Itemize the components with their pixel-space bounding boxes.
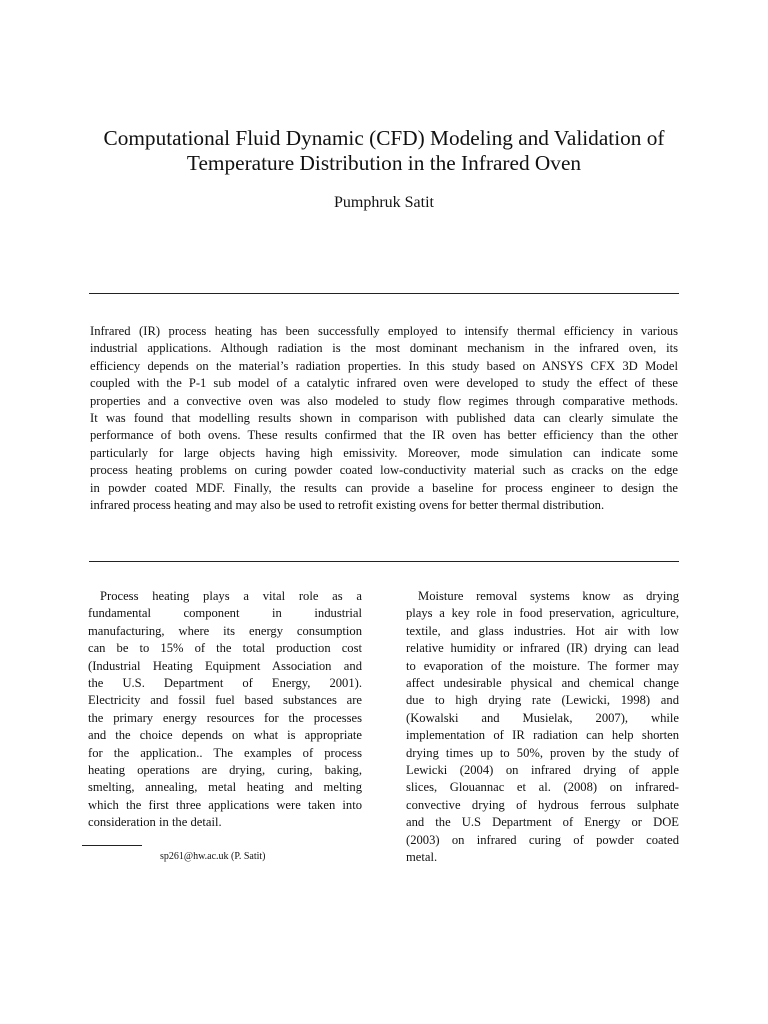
paragraph-line: consideration in the detail. [88, 815, 222, 830]
abstract-line: It was found that modelling results shown in comparison with published data can clearly simulate the [90, 411, 678, 426]
right-column-paragraph [406, 588, 679, 867]
paragraph-line: for the application.. The examples of process [88, 745, 362, 760]
top-divider [89, 293, 679, 294]
paragraph-line: Lewicki (2004) on infrared drying of apple [406, 763, 679, 778]
paragraph-line: slices, Glouannac et al. (2008) on infrared- [406, 780, 679, 795]
footnote-email: sp261@hw.ac.uk (P. Satit) [160, 851, 266, 862]
paragraph-line: the primary energy resources for the processes [88, 710, 362, 725]
paragraph-line: Process heating plays a vital role as a [100, 589, 362, 603]
paragraph-line: smelting, annealing, metal heating and melting [88, 780, 362, 795]
paragraph-line: and the choice depends on what is appropriate [88, 728, 362, 743]
title-line-2: Temperature Distribution in the Infrared Oven [186, 151, 582, 175]
abstract-line: particularly for large objects having high emissivity. Moreover, mode simulation can indicate some [90, 445, 678, 460]
paragraph-line: due to high drying rate (Lewicki, 1998) and [406, 693, 679, 708]
paragraph-line: heating operations are drying, curing, baking, [88, 763, 362, 778]
abstract-line: coupled with the P-1 sub model of a catalytic infrared oven were developed to study the effect of these [90, 376, 678, 391]
left-column-paragraph [88, 588, 362, 832]
paragraph-line: metal. [406, 850, 438, 865]
paragraph-line: manufacturing, where its energy consumption [88, 623, 362, 638]
abstract-line: efficiency depends on the material’s radiation properties. In this study based on ANSYS CFX 3D Model [90, 358, 678, 373]
paragraph-line: drying times up to 50%, proven by the study of [406, 745, 679, 760]
paragraph-line: convective drying of hydrous ferrous sulphate [406, 797, 679, 812]
abstract [90, 323, 678, 514]
paragraph-line: to evaporation of the moisture. The former may [406, 658, 679, 673]
paragraph-line: implementation of IR radiation can help shorten [406, 728, 679, 743]
paragraph-line: (2003) on infrared curing of powder coated [406, 832, 679, 847]
abstract-line: process heating problems on curing powder coated low-conductivity material such as cracks on the edge [90, 463, 678, 478]
paragraph-line: (Kowalski and Musielak, 2007), while [406, 710, 679, 725]
abstract-line: in powder coated MDF. Finally, the results can provide a baseline for process engineer to design the [90, 480, 678, 495]
abstract-line: properties and a convective oven was also modeled to study flow regimes through comparative methods. [90, 393, 678, 408]
paragraph-line: Moisture removal systems know as drying [418, 589, 679, 603]
paragraph-line: Electricity and fossil fuel based substances are [88, 693, 362, 708]
abstract-line: infrared process heating and may also be used to retrofit existing ovens for better thermal distribution. [90, 498, 605, 513]
middle-divider [89, 561, 679, 562]
paragraph-line: textile, and glass industries. Hot air with low [406, 623, 679, 638]
paragraph-line: affect undesirable physical and chemical change [406, 676, 679, 691]
paragraph-line: and the U.S Department of Energy or DOE [406, 815, 679, 830]
abstract-line: Infrared (IR) process heating has been successfully employed to intensify thermal efficiency in various [90, 324, 678, 338]
title-line-1: Computational Fluid Dynamic (CFD) Modeling and Validation of [103, 126, 665, 150]
paper-title [60, 126, 708, 176]
abstract-line: performance of both ovens. These results confirmed that the IR oven has better efficiency than the other [90, 428, 678, 443]
paragraph-line: which the first three applications were taken into [88, 797, 362, 812]
paragraph-line: fundamental component in industrial [88, 606, 362, 621]
footnote-separator [82, 845, 142, 846]
author-name: Pumphruk Satit [333, 194, 434, 211]
paragraph-line: (Industrial Heating Equipment Association and [88, 658, 362, 673]
abstract-line: industrial applications. Although radiation is the most dominant mechanism in the infrared oven, its [90, 341, 678, 356]
paragraph-line: plays a key role in food preservation, agriculture, [406, 606, 679, 621]
paragraph-line: relative humidity or infrared (IR) drying can lead [406, 641, 679, 656]
paragraph-line: can be to 15% of the total production cost [88, 641, 362, 656]
paragraph-line: the U.S. Department of Energy, 2001). [88, 676, 362, 691]
